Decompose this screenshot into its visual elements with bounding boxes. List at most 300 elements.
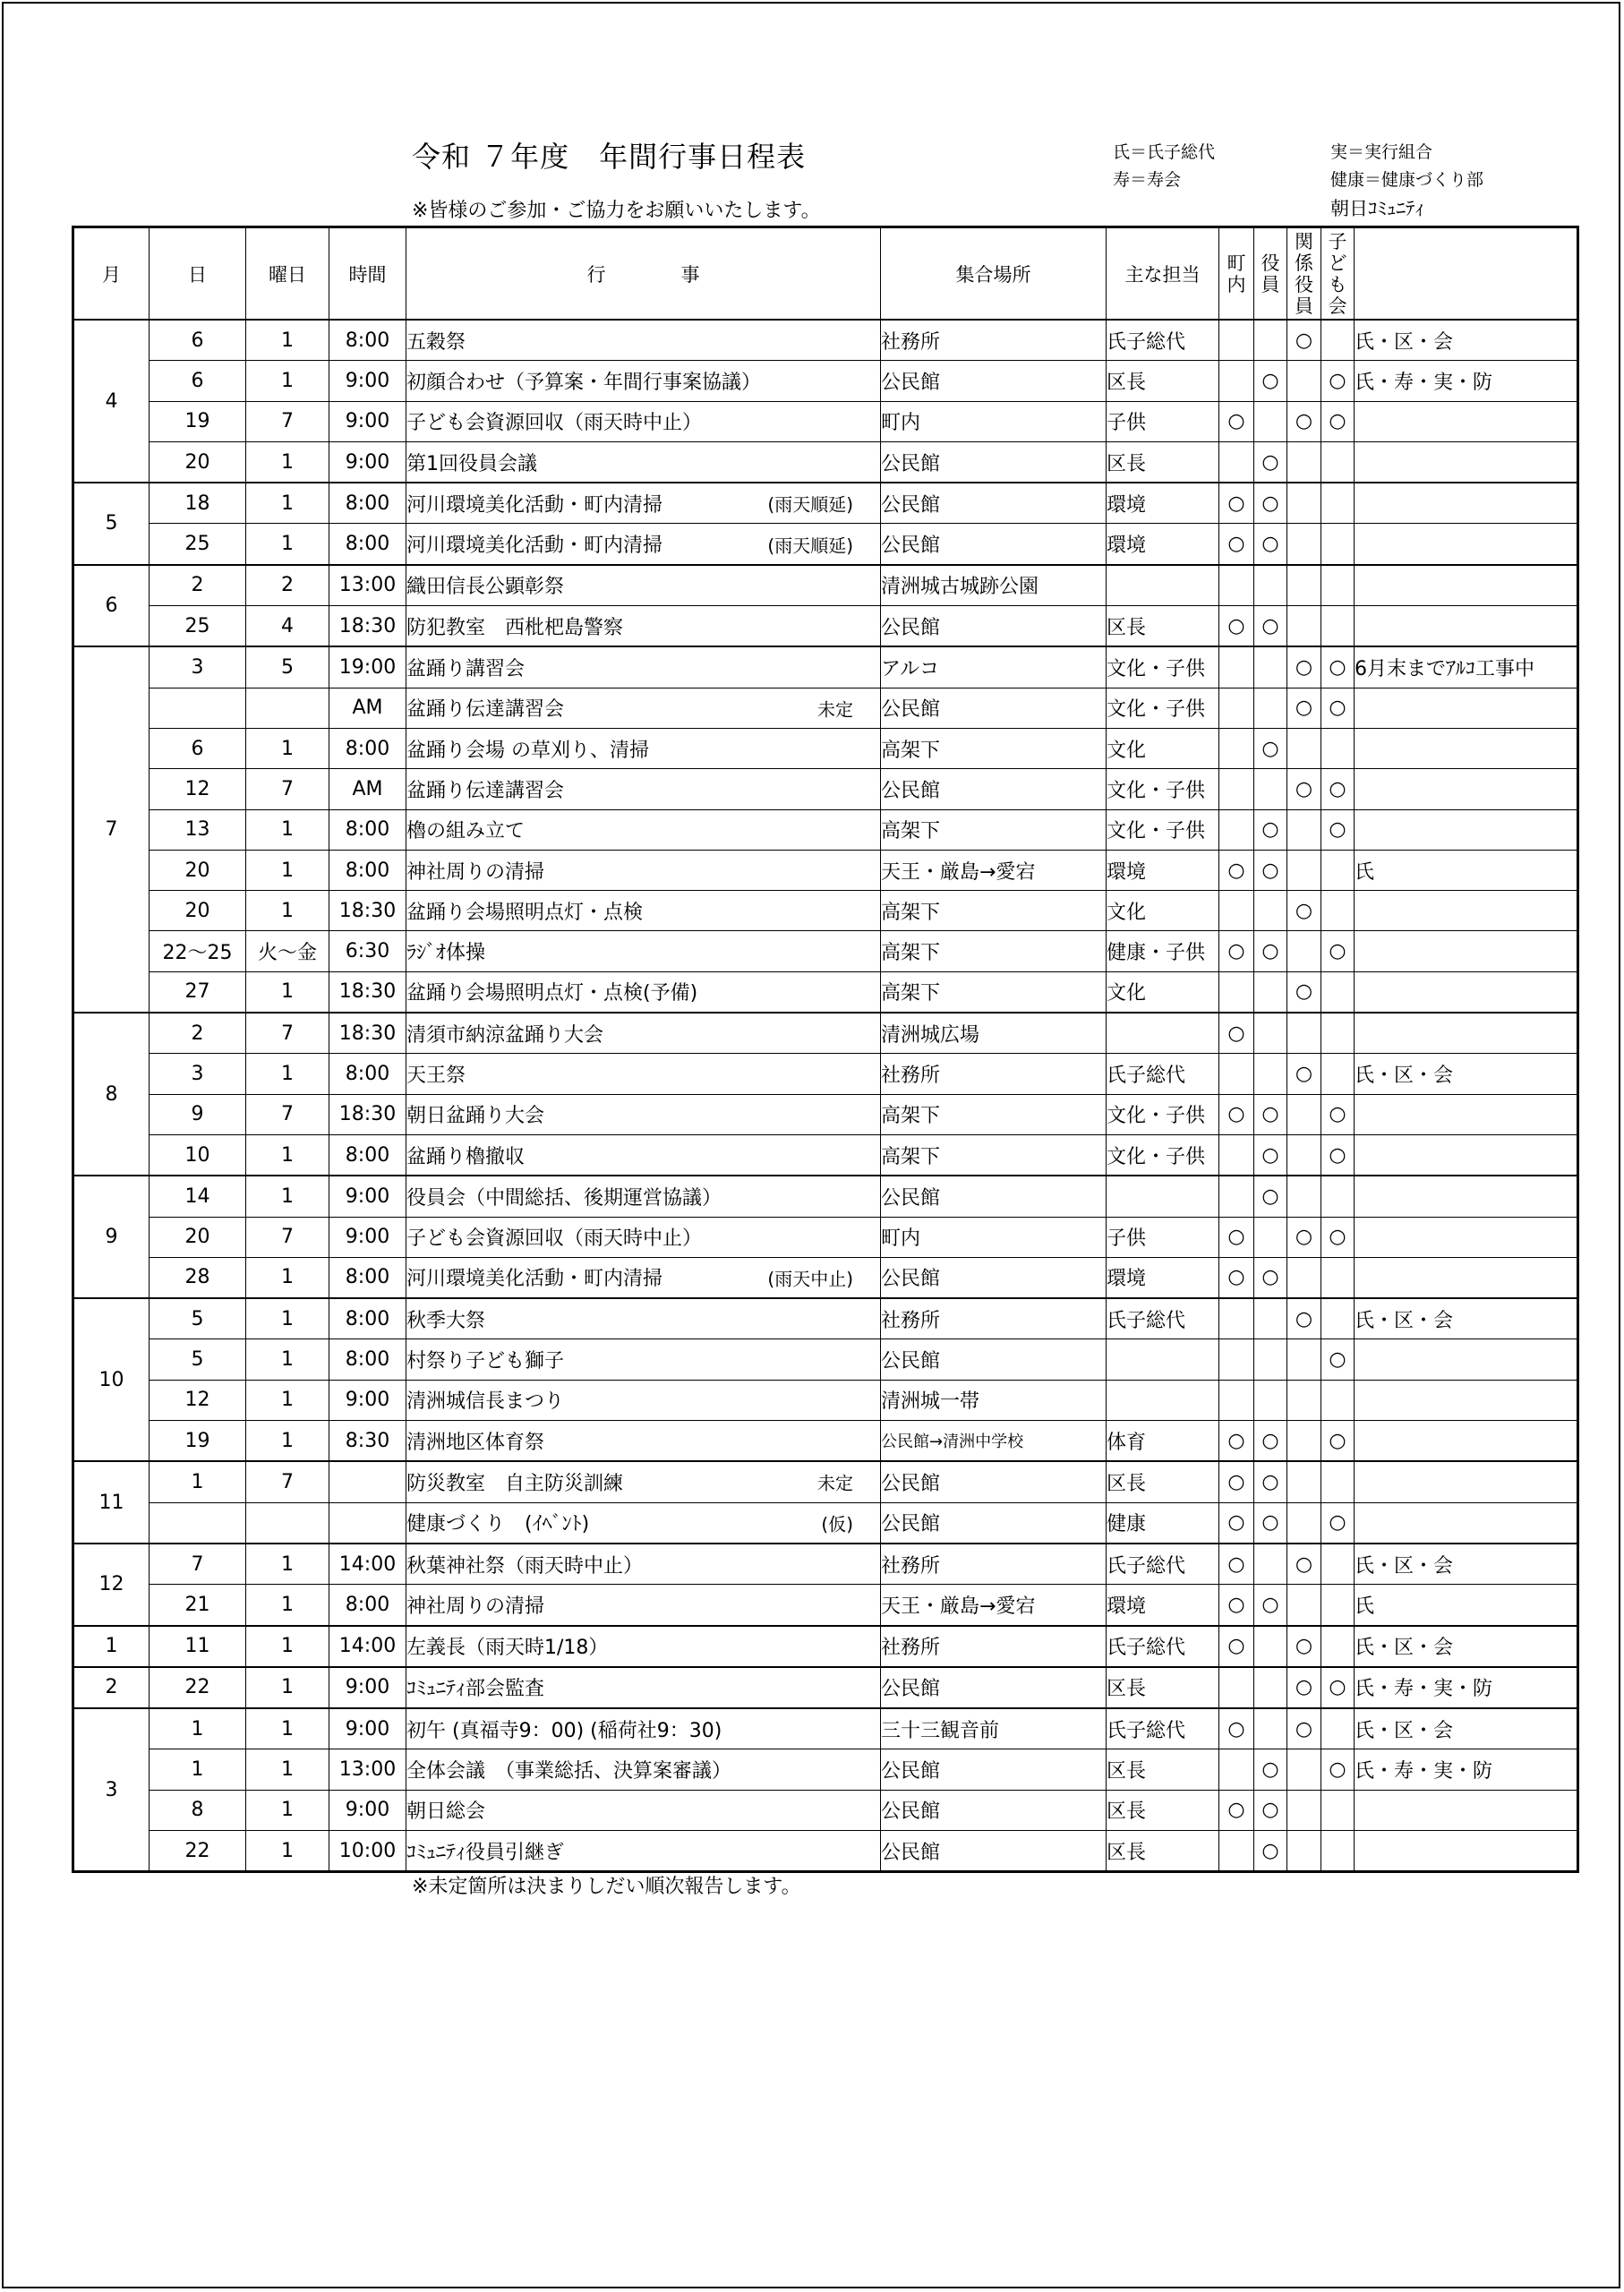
table-row: [74, 931, 1577, 971]
kodomo-mark: [1321, 1257, 1355, 1298]
table-row: [74, 1421, 1577, 1462]
day-cell: 22: [150, 1830, 246, 1870]
place-cell: 公民館→清洲中学校: [881, 1421, 1107, 1462]
event-cell: [406, 971, 881, 1013]
place-cell: 高架下: [881, 1134, 1107, 1176]
table-row: [74, 1626, 1577, 1667]
kodomo-mark: [1321, 524, 1355, 565]
weekday-cell: 7: [246, 1094, 329, 1134]
event-name: 河川環境美化活動・町内清掃: [406, 1268, 663, 1291]
yakuin-mark: [1254, 1298, 1287, 1339]
kodomo-mark: ○: [1321, 688, 1355, 728]
place-cell: 公民館: [881, 769, 1107, 809]
other-cell: [1355, 565, 1577, 606]
chonai-mark: ○: [1219, 1585, 1254, 1626]
other-cell: [1355, 1461, 1577, 1502]
manager-cell: [1107, 1176, 1219, 1217]
weekday-cell: 1: [246, 971, 329, 1013]
day-cell: 2: [150, 565, 246, 606]
place-cell: 天王・厳島→愛宕: [881, 850, 1107, 890]
kankei-mark: ○: [1287, 1217, 1321, 1257]
place-cell: 公民館: [881, 1502, 1107, 1544]
weekday-cell: 1: [246, 809, 329, 850]
event-name: 初顔合わせ（予算案・年間行事案協議）: [406, 371, 762, 394]
manager-cell: 氏子総代: [1107, 1544, 1219, 1585]
day-cell: 5: [150, 1339, 246, 1380]
day-cell: 1: [150, 1708, 246, 1749]
day-cell: 19: [150, 1421, 246, 1462]
kankei-mark: ○: [1287, 891, 1321, 931]
yakuin-mark: [1254, 320, 1287, 361]
event-cell: [406, 646, 881, 688]
manager-cell: 氏子総代: [1107, 320, 1219, 361]
table-row: [74, 1298, 1577, 1339]
yakuin-mark: [1254, 1380, 1287, 1420]
event-name: ｺﾐｭﾆﾃｨ部会監査: [406, 1678, 545, 1701]
yakuin-mark: [1254, 565, 1287, 606]
manager-cell: 文化・子供: [1107, 646, 1219, 688]
other-cell: 氏・区・会: [1355, 1708, 1577, 1749]
kodomo-mark: [1321, 891, 1355, 931]
day-cell: 27: [150, 971, 246, 1013]
day-cell: 22: [150, 1667, 246, 1708]
header-time: 時間: [329, 228, 406, 321]
chonai-mark: ○: [1219, 483, 1254, 524]
kodomo-mark: [1321, 1013, 1355, 1054]
chonai-mark: ○: [1219, 1790, 1254, 1830]
header-row: [74, 228, 1577, 321]
yakuin-mark: [1254, 646, 1287, 688]
yakuin-mark: [1254, 401, 1287, 441]
yakuin-mark: ○: [1254, 606, 1287, 647]
schedule-table: [73, 227, 1577, 1871]
manager-cell: 区長: [1107, 441, 1219, 483]
other-cell: 氏・区・会: [1355, 1054, 1577, 1094]
other-cell: [1355, 606, 1577, 647]
month-cell: 7: [74, 646, 150, 1013]
weekday-cell: 1: [246, 1626, 329, 1667]
manager-cell: 健康: [1107, 1502, 1219, 1544]
kodomo-mark: [1321, 1461, 1355, 1502]
manager-cell: 体育: [1107, 1421, 1219, 1462]
weekday-cell: 2: [246, 565, 329, 606]
kodomo-mark: [1321, 1380, 1355, 1420]
place-cell: アルコ: [881, 646, 1107, 688]
yakuin-mark: ○: [1254, 809, 1287, 850]
manager-cell: 区長: [1107, 606, 1219, 647]
time-cell: 10:00: [329, 1830, 406, 1870]
event-name: ﾗｼﾞｵ体操: [406, 942, 486, 965]
place-cell: 公民館: [881, 483, 1107, 524]
time-cell: 8:30: [329, 1421, 406, 1462]
kodomo-mark: [1321, 850, 1355, 890]
kodomo-mark: [1321, 1708, 1355, 1749]
place-cell: 社務所: [881, 320, 1107, 361]
other-cell: [1355, 1134, 1577, 1176]
yakuin-mark: ○: [1254, 1176, 1287, 1217]
kankei-mark: [1287, 565, 1321, 606]
day-cell: 13: [150, 809, 246, 850]
event-cell: [406, 1790, 881, 1830]
table-row: [74, 1749, 1577, 1790]
kankei-mark: [1287, 524, 1321, 565]
legend-item: 実＝実行組合: [1330, 142, 1433, 162]
month-cell: 3: [74, 1708, 150, 1871]
event-cell: [406, 1094, 881, 1134]
weekday-cell: 7: [246, 1217, 329, 1257]
legend-item: 氏＝氏子総代: [1113, 142, 1216, 162]
chonai-mark: [1219, 891, 1254, 931]
event-cell: [406, 524, 881, 565]
event-cell: [406, 1380, 881, 1420]
event-name: 盆踊り会場照明点灯・点検: [406, 901, 644, 924]
table-row: [74, 1667, 1577, 1708]
other-cell: [1355, 769, 1577, 809]
weekday-cell: 1: [246, 524, 329, 565]
place-cell: 公民館: [881, 1790, 1107, 1830]
day-cell: 6: [150, 361, 246, 401]
chonai-mark: ○: [1219, 524, 1254, 565]
kankei-mark: [1287, 1421, 1321, 1462]
other-cell: [1355, 688, 1577, 728]
time-cell: 9:00: [329, 1176, 406, 1217]
table-row: [74, 728, 1577, 768]
time-cell: 13:00: [329, 1749, 406, 1790]
time-cell: AM: [329, 688, 406, 728]
event-cell: [406, 1176, 881, 1217]
yakuin-mark: ○: [1254, 1830, 1287, 1870]
kodomo-mark: [1321, 1298, 1355, 1339]
event-cell: [406, 1298, 881, 1339]
event-note: (雨天中止): [767, 1268, 853, 1290]
event-name: 防犯教室 西枇杷島警察: [406, 616, 624, 639]
other-cell: [1355, 931, 1577, 971]
event-cell: [406, 1461, 881, 1502]
other-cell: [1355, 441, 1577, 483]
kodomo-mark: ○: [1321, 646, 1355, 688]
table-row: [74, 1013, 1577, 1054]
table-row: [74, 1380, 1577, 1420]
kodomo-mark: [1321, 728, 1355, 768]
day-cell: 1: [150, 1749, 246, 1790]
header-manager: 主な担当: [1107, 228, 1219, 321]
kankei-mark: [1287, 483, 1321, 524]
place-cell: 高架下: [881, 1094, 1107, 1134]
kodomo-mark: [1321, 565, 1355, 606]
yakuin-mark: [1254, 1667, 1287, 1708]
other-cell: [1355, 1380, 1577, 1420]
manager-cell: 区長: [1107, 1749, 1219, 1790]
other-cell: 氏: [1355, 1585, 1577, 1626]
time-cell: 8:00: [329, 1339, 406, 1380]
day-cell: 8: [150, 1790, 246, 1830]
table-row: [74, 1054, 1577, 1094]
other-cell: [1355, 1830, 1577, 1870]
table-row: [74, 1708, 1577, 1749]
day-cell: 18: [150, 483, 246, 524]
event-cell: [406, 769, 881, 809]
place-cell: 公民館: [881, 1257, 1107, 1298]
time-cell: 8:00: [329, 850, 406, 890]
kankei-mark: [1287, 809, 1321, 850]
table-row: [74, 401, 1577, 441]
event-name: 五穀祭: [406, 330, 466, 354]
time-cell: 9:00: [329, 1217, 406, 1257]
event-name: 子ども会資源回収（雨天時中止）: [406, 412, 703, 435]
kankei-mark: ○: [1287, 1667, 1321, 1708]
manager-cell: 区長: [1107, 1830, 1219, 1870]
month-cell: 4: [74, 320, 150, 483]
other-cell: [1355, 971, 1577, 1013]
other-cell: [1355, 809, 1577, 850]
time-cell: 6:30: [329, 931, 406, 971]
place-cell: 高架下: [881, 728, 1107, 768]
day-cell: 6: [150, 728, 246, 768]
manager-cell: 環境: [1107, 850, 1219, 890]
time-cell: 8:00: [329, 1257, 406, 1298]
yakuin-mark: [1254, 1708, 1287, 1749]
event-name: 盆踊り伝達講習会: [406, 779, 565, 802]
kodomo-mark: ○: [1321, 1502, 1355, 1544]
event-name: 神社周りの清掃: [406, 860, 545, 884]
manager-cell: 子供: [1107, 1217, 1219, 1257]
header-other: [1355, 228, 1577, 321]
time-cell: 13:00: [329, 565, 406, 606]
place-cell: 高架下: [881, 809, 1107, 850]
place-cell: 清洲城一帯: [881, 1380, 1107, 1420]
weekday-cell: 1: [246, 1585, 329, 1626]
day-cell: 5: [150, 1298, 246, 1339]
weekday-cell: 火～金: [246, 931, 329, 971]
legend-item: 寿＝寿会: [1113, 170, 1182, 190]
chonai-mark: [1219, 565, 1254, 606]
kankei-mark: [1287, 1094, 1321, 1134]
event-name: 盆踊り講習会: [406, 658, 526, 681]
chonai-mark: [1219, 1667, 1254, 1708]
chonai-mark: ○: [1219, 401, 1254, 441]
weekday-cell: 7: [246, 769, 329, 809]
kankei-mark: [1287, 728, 1321, 768]
kankei-mark: [1287, 1749, 1321, 1790]
kodomo-mark: ○: [1321, 1339, 1355, 1380]
day-cell: 9: [150, 1094, 246, 1134]
chonai-mark: [1219, 769, 1254, 809]
time-cell: 9:00: [329, 1790, 406, 1830]
month-cell: 6: [74, 565, 150, 647]
other-cell: 氏・区・会: [1355, 320, 1577, 361]
header-event: 行 事: [406, 228, 881, 321]
manager-cell: 区長: [1107, 361, 1219, 401]
event-note: 未定: [817, 1472, 853, 1494]
day-cell: 6: [150, 320, 246, 361]
manager-cell: 氏子総代: [1107, 1054, 1219, 1094]
kankei-mark: [1287, 361, 1321, 401]
header-place: 集合場所: [881, 228, 1107, 321]
table-row: [74, 1094, 1577, 1134]
table-row: [74, 1502, 1577, 1544]
header-day: 日: [150, 228, 246, 321]
header-yakuin: 役 員: [1254, 228, 1287, 321]
manager-cell: [1107, 565, 1219, 606]
place-cell: 高架下: [881, 931, 1107, 971]
kankei-mark: [1287, 850, 1321, 890]
yakuin-mark: ○: [1254, 1585, 1287, 1626]
table-row: [74, 1461, 1577, 1502]
kodomo-mark: ○: [1321, 1749, 1355, 1790]
weekday-cell: 1: [246, 1544, 329, 1585]
time-cell: 8:00: [329, 1585, 406, 1626]
yakuin-mark: ○: [1254, 441, 1287, 483]
event-cell: [406, 688, 881, 728]
day-cell: 1: [150, 1461, 246, 1502]
yakuin-mark: ○: [1254, 524, 1287, 565]
day-cell: 21: [150, 1585, 246, 1626]
day-cell: 14: [150, 1176, 246, 1217]
kankei-mark: [1287, 1585, 1321, 1626]
weekday-cell: 1: [246, 1421, 329, 1462]
header-weekday: 曜日: [246, 228, 329, 321]
yakuin-mark: ○: [1254, 728, 1287, 768]
time-cell: 8:00: [329, 483, 406, 524]
yakuin-mark: ○: [1254, 850, 1287, 890]
yakuin-mark: ○: [1254, 1134, 1287, 1176]
event-note: (雨天順延): [767, 493, 853, 516]
weekday-cell: 1: [246, 1380, 329, 1420]
kodomo-mark: ○: [1321, 769, 1355, 809]
yakuin-mark: [1254, 769, 1287, 809]
other-cell: [1355, 1257, 1577, 1298]
yakuin-mark: [1254, 1339, 1287, 1380]
other-cell: [1355, 524, 1577, 565]
yakuin-mark: [1254, 971, 1287, 1013]
table-row: [74, 1217, 1577, 1257]
kodomo-mark: ○: [1321, 1421, 1355, 1462]
place-cell: 三十三観音前: [881, 1708, 1107, 1749]
day-cell: 22～25: [150, 931, 246, 971]
kankei-mark: ○: [1287, 1544, 1321, 1585]
event-cell: [406, 1830, 881, 1870]
place-cell: 公民館: [881, 361, 1107, 401]
yakuin-mark: ○: [1254, 1421, 1287, 1462]
chonai-mark: [1219, 646, 1254, 688]
table-row: [74, 850, 1577, 890]
day-cell: 20: [150, 441, 246, 483]
kodomo-mark: ○: [1321, 1134, 1355, 1176]
kankei-mark: [1287, 1134, 1321, 1176]
other-cell: [1355, 1339, 1577, 1380]
table-row: [74, 1257, 1577, 1298]
weekday-cell: 1: [246, 1054, 329, 1094]
yakuin-mark: [1254, 891, 1287, 931]
weekday-cell: 1: [246, 1708, 329, 1749]
event-name: 盆踊り伝達講習会: [406, 698, 565, 722]
manager-cell: 環境: [1107, 1585, 1219, 1626]
other-cell: [1355, 1217, 1577, 1257]
header-month: 月: [74, 228, 150, 321]
event-cell: [406, 1013, 881, 1054]
day-cell: 28: [150, 1257, 246, 1298]
event-name: 神社周りの清掃: [406, 1595, 545, 1618]
kodomo-mark: ○: [1321, 1217, 1355, 1257]
chonai-mark: ○: [1219, 1421, 1254, 1462]
kankei-mark: ○: [1287, 320, 1321, 361]
weekday-cell: 1: [246, 850, 329, 890]
kodomo-mark: [1321, 971, 1355, 1013]
time-cell: 9:00: [329, 361, 406, 401]
event-cell: [406, 483, 881, 524]
chonai-mark: [1219, 809, 1254, 850]
table-row: [74, 1790, 1577, 1830]
page-title: 令和 ７年度 年間行事日程表: [412, 140, 807, 174]
kankei-mark: ○: [1287, 769, 1321, 809]
other-cell: 氏・区・会: [1355, 1544, 1577, 1585]
table-row: [74, 565, 1577, 606]
event-cell: [406, 809, 881, 850]
manager-cell: 区長: [1107, 1461, 1219, 1502]
event-name: 初午 (真福寺9：00) (稲荷社9：30): [406, 1719, 722, 1742]
yakuin-mark: ○: [1254, 483, 1287, 524]
kankei-mark: [1287, 1339, 1321, 1380]
weekday-cell: 1: [246, 441, 329, 483]
chonai-mark: ○: [1219, 1257, 1254, 1298]
other-cell: [1355, 1790, 1577, 1830]
chonai-mark: [1219, 728, 1254, 768]
yakuin-mark: ○: [1254, 1749, 1287, 1790]
kodomo-mark: [1321, 1054, 1355, 1094]
chonai-mark: [1219, 971, 1254, 1013]
table-row: [74, 606, 1577, 647]
yakuin-mark: ○: [1254, 1461, 1287, 1502]
event-name: 盆踊り会場照明点灯・点検(予備): [406, 982, 698, 1005]
yakuin-mark: [1254, 1626, 1287, 1667]
event-name: 朝日盆踊り大会: [406, 1105, 545, 1128]
other-cell: [1355, 1502, 1577, 1544]
event-cell: [406, 606, 881, 647]
kodomo-mark: ○: [1321, 931, 1355, 971]
event-name: 左義長（雨天時1/18）: [406, 1637, 609, 1660]
yakuin-mark: [1254, 688, 1287, 728]
event-cell: [406, 1502, 881, 1544]
kankei-mark: [1287, 606, 1321, 647]
event-cell: [406, 728, 881, 768]
event-name: 天王祭: [406, 1064, 466, 1087]
event-name: 秋葉神社祭（雨天時中止）: [406, 1554, 644, 1578]
chonai-mark: ○: [1219, 1094, 1254, 1134]
place-cell: 公民館: [881, 1461, 1107, 1502]
time-cell: 9:00: [329, 1667, 406, 1708]
time-cell: 18:30: [329, 971, 406, 1013]
weekday-cell: 1: [246, 1790, 329, 1830]
schedule-body: [74, 320, 1577, 1871]
kodomo-mark: [1321, 1626, 1355, 1667]
manager-cell: 氏子総代: [1107, 1708, 1219, 1749]
weekday-cell: [246, 688, 329, 728]
time-cell: 14:00: [329, 1544, 406, 1585]
event-cell: [406, 441, 881, 483]
weekday-cell: 1: [246, 1298, 329, 1339]
kankei-mark: ○: [1287, 1054, 1321, 1094]
day-cell: [150, 688, 246, 728]
yakuin-mark: [1254, 1054, 1287, 1094]
weekday-cell: 1: [246, 1257, 329, 1298]
manager-cell: [1107, 1380, 1219, 1420]
yakuin-mark: ○: [1254, 1790, 1287, 1830]
manager-cell: 環境: [1107, 1257, 1219, 1298]
time-cell: 14:00: [329, 1626, 406, 1667]
weekday-cell: 1: [246, 1176, 329, 1217]
kodomo-mark: [1321, 1830, 1355, 1870]
time-cell: AM: [329, 769, 406, 809]
